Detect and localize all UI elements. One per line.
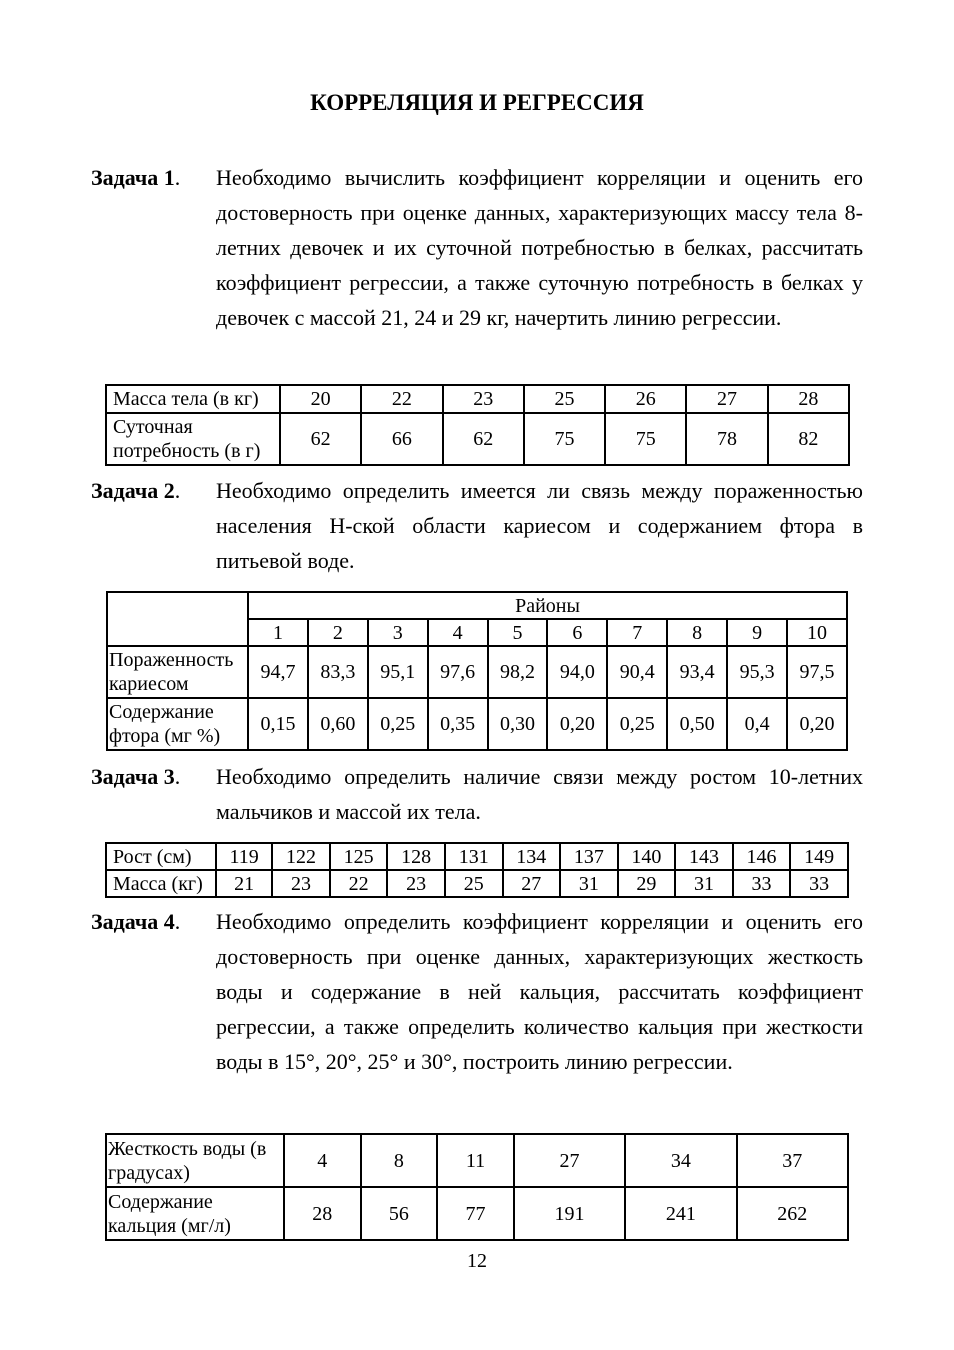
table-cell: 28: [284, 1187, 361, 1240]
table-row: [107, 592, 847, 619]
table-cell: 33: [790, 870, 848, 897]
table-cell: 0,30: [488, 698, 548, 750]
table-cell: 128: [387, 843, 445, 870]
table-cell: 97,5: [787, 646, 847, 698]
task-text: Необходимо определить наличие связи между ростом 10-летних мальчиков и массой их тела.: [216, 764, 863, 824]
task-1: [91, 160, 863, 335]
table-cell: 34: [625, 1134, 736, 1187]
task-4: [91, 904, 863, 1079]
table-cell: 95,1: [368, 646, 428, 698]
column-header: 6: [547, 619, 607, 646]
table-cell: 82: [768, 413, 849, 465]
table-cell: 27: [503, 870, 561, 897]
task-text: Необходимо определить имеется ли связь между пораженностью населения Н-ской области кариесом и содержанием фтора в питьевой воде.: [216, 478, 863, 573]
page-number: 12: [467, 1250, 487, 1272]
table-cell: 119: [216, 843, 272, 870]
page-title: КОРРЕЛЯЦИЯ И РЕГРЕССИЯ: [310, 90, 644, 115]
table-cell: 62: [443, 413, 524, 465]
table-cell: 20: [280, 385, 361, 413]
column-header: 2: [308, 619, 368, 646]
column-header: 5: [488, 619, 548, 646]
table-cell: 0,4: [727, 698, 787, 750]
task-3-table: [105, 842, 849, 898]
table-cell: 143: [675, 843, 733, 870]
empty-corner-cell: [107, 592, 248, 646]
table-cell: 33: [733, 870, 791, 897]
task-1-table: [105, 384, 850, 466]
table-cell: 8: [361, 1134, 438, 1187]
table-cell: 0,25: [368, 698, 428, 750]
table-cell: 21: [216, 870, 272, 897]
table-cell: 78: [686, 413, 767, 465]
row-label: Содержание кальция (мг/л): [106, 1187, 284, 1240]
table-cell: 0,20: [787, 698, 847, 750]
table-cell: 0,35: [428, 698, 488, 750]
table-cell: 29: [618, 870, 676, 897]
table-cell: 94,0: [547, 646, 607, 698]
table-cell: 26: [605, 385, 686, 413]
table-cell: 122: [272, 843, 330, 870]
table-cell: 75: [605, 413, 686, 465]
column-header: 10: [787, 619, 847, 646]
column-header: 4: [428, 619, 488, 646]
table-row: [107, 698, 847, 750]
table-cell: 27: [686, 385, 767, 413]
table-cell: 25: [445, 870, 503, 897]
table-row: [106, 843, 848, 870]
table-cell: 146: [733, 843, 791, 870]
table-cell: 241: [625, 1187, 736, 1240]
table-cell: 37: [737, 1134, 848, 1187]
table-cell: 90,4: [607, 646, 667, 698]
table-cell: 23: [272, 870, 330, 897]
task-2-table: [106, 591, 848, 751]
column-header: 8: [667, 619, 727, 646]
table-cell: 4: [284, 1134, 361, 1187]
table-cell: 11: [437, 1134, 514, 1187]
row-label: Суточная потребность (в г): [106, 413, 280, 465]
table-cell: 77: [437, 1187, 514, 1240]
table-cell: 56: [361, 1187, 438, 1240]
table-cell: 31: [560, 870, 618, 897]
table-cell: 25: [524, 385, 605, 413]
table-cell: 62: [280, 413, 361, 465]
table-cell: 98,2: [488, 646, 548, 698]
table-row: [106, 385, 849, 413]
table-cell: 0,25: [607, 698, 667, 750]
table-row: [106, 1187, 848, 1240]
table-cell: 83,3: [308, 646, 368, 698]
table-cell: 66: [361, 413, 442, 465]
table-cell: 0,15: [248, 698, 308, 750]
task-text: Необходимо определить коэффициент корреляции и оценить его достоверность при оценке данных, характеризующих жесткость воды и содержание в ней кальция, рассчитать коэффициент регрессии, а также определить количество кальция при жесткости воды в 15°, 20°, 25° и 30°, построить линию регрессии.: [216, 909, 863, 1074]
table-cell: 23: [387, 870, 445, 897]
table-cell: 31: [675, 870, 733, 897]
table-cell: 131: [445, 843, 503, 870]
table-cell: 22: [330, 870, 388, 897]
row-label: Масса тела (в кг): [106, 385, 280, 413]
table-cell: 95,3: [727, 646, 787, 698]
row-label: Пораженность кариесом: [107, 646, 248, 698]
table-cell: 75: [524, 413, 605, 465]
task-text: Необходимо вычислить коэффициент корреляции и оценить его достоверность при оценке данных, характеризующих массу тела 8-летних девочек и их суточной потребностью в белках, рассчитать коэффициент регрессии, а также суточную потребность в белках у девочек с массой 21, 24 и 29 кг, начертить линию регрессии.: [216, 165, 863, 330]
row-label: Рост (см): [106, 843, 216, 870]
table-cell: 93,4: [667, 646, 727, 698]
table-cell: 140: [618, 843, 676, 870]
column-header: 1: [248, 619, 308, 646]
column-header: 9: [727, 619, 787, 646]
task-label: Задача 3.: [91, 764, 181, 789]
row-label: Масса (кг): [106, 870, 216, 897]
task-label: Задача 1.: [91, 165, 181, 190]
table-cell: 262: [737, 1187, 848, 1240]
table-cell: 149: [790, 843, 848, 870]
table-row: [106, 870, 848, 897]
table-cell: 94,7: [248, 646, 308, 698]
table-cell: 28: [768, 385, 849, 413]
row-label: Содержание фтора (мг %): [107, 698, 248, 750]
column-header: 7: [607, 619, 667, 646]
column-header: 3: [368, 619, 428, 646]
task-2: [91, 473, 863, 578]
table-cell: 97,6: [428, 646, 488, 698]
table-cell: 125: [330, 843, 388, 870]
table-row: [107, 646, 847, 698]
task-label: Задача 2.: [91, 478, 181, 503]
task-3: [91, 759, 863, 829]
table-row: [106, 413, 849, 465]
table-cell: 137: [560, 843, 618, 870]
table-cell: 0,60: [308, 698, 368, 750]
table-cell: 22: [361, 385, 442, 413]
table-cell: 27: [514, 1134, 625, 1187]
table-cell: 0,50: [667, 698, 727, 750]
table-cell: 0,20: [547, 698, 607, 750]
row-label: Жесткость воды (в градусах): [106, 1134, 284, 1187]
table-cell: 23: [443, 385, 524, 413]
table-row: [106, 1134, 848, 1187]
table-header: Районы: [248, 592, 847, 619]
task-4-table: [105, 1133, 849, 1241]
task-label: Задача 4.: [91, 909, 181, 934]
table-cell: 134: [503, 843, 561, 870]
table-cell: 191: [514, 1187, 625, 1240]
